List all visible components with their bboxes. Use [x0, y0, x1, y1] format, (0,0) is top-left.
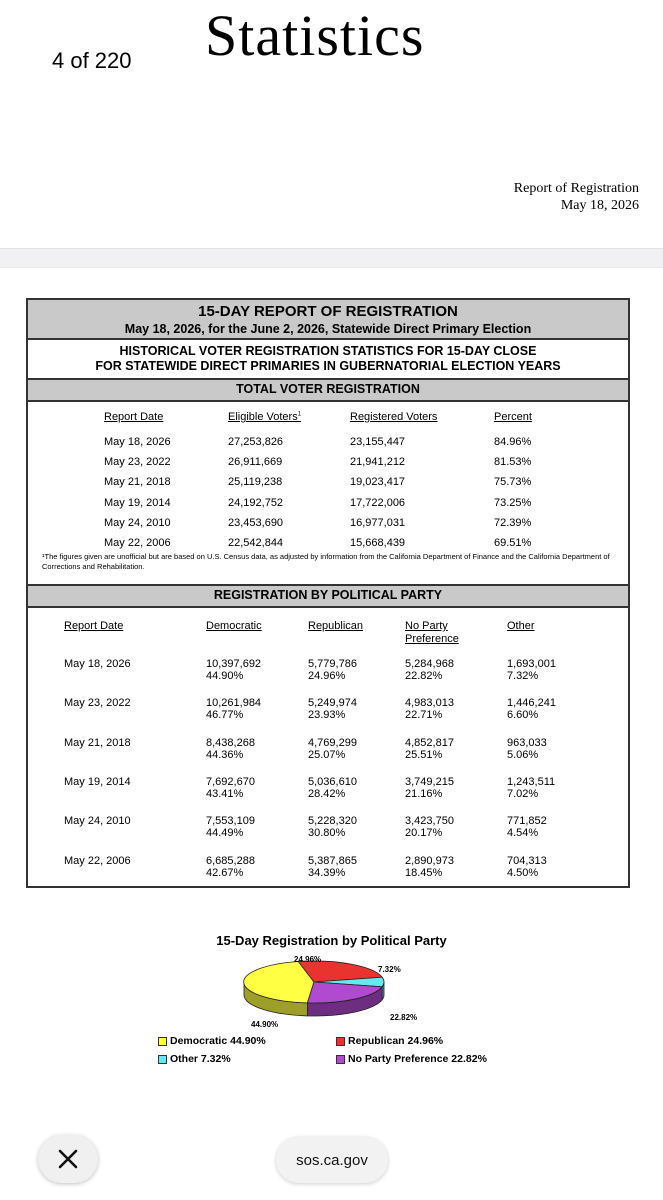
party-cell: May 22, 2006	[64, 854, 131, 867]
page-title: Statistics	[205, 3, 425, 68]
total-col-header: Registered Voters	[350, 411, 438, 423]
total-cell: May 19, 2014	[104, 496, 171, 509]
report-title-block	[28, 300, 628, 340]
party-cell: 5,036,610	[308, 775, 357, 788]
page-counter: 4 of 220	[52, 48, 132, 73]
legend-swatch	[336, 1037, 345, 1046]
party-cell: 8,438,268	[206, 736, 255, 749]
total-cell: 69.51%	[494, 537, 532, 549]
party-cell: 4,852,817	[405, 736, 454, 749]
party-cell: 5,387,865	[308, 854, 357, 867]
total-cell: 24,192,752	[228, 496, 284, 509]
report-subtitle: May 18, 2026, for the June 2, 2026, Statewide Direct Primary Election	[124, 322, 532, 336]
report-header	[514, 180, 639, 214]
party-cell: 1,693,001	[507, 658, 556, 670]
total-cell: 27,253,826	[228, 436, 284, 448]
party-cell: 704,313	[507, 854, 547, 867]
close-icon	[57, 1148, 79, 1170]
total-cell: May 21, 2018	[104, 476, 171, 489]
total-cell: 17,722,006	[350, 496, 406, 509]
party-cell-pct: 44.90%	[206, 670, 244, 682]
total-cell: 26,911,669	[228, 456, 283, 469]
report-name: Report of Registration	[513, 181, 639, 196]
pie-label: 24.96%	[294, 955, 322, 964]
party-cell: 3,423,750	[405, 815, 454, 828]
historical-line-2: FOR STATEWIDE DIRECT PRIMARIES IN GUBERNATORIAL ELECTION YEARS	[95, 359, 561, 373]
report-title: 15-DAY REPORT OF REGISTRATION	[198, 303, 458, 320]
total-registration-heading: TOTAL VOTER REGISTRATION	[28, 380, 628, 402]
party-col-header: Preference	[405, 633, 459, 645]
party-cell-pct: 44.36%	[206, 748, 244, 761]
total-cell: 15,668,439	[350, 537, 406, 549]
party-cell: 10,261,984	[206, 697, 262, 710]
party-col-header: Report Date	[64, 620, 124, 632]
total-cell: May 24, 2010	[104, 516, 171, 529]
total-col-header: Eligible Voters$^1$	[228, 411, 302, 423]
total-cell: 81.53%	[494, 456, 532, 469]
party-cell: May 21, 2018	[64, 736, 131, 749]
total-cell: 25,119,238	[228, 476, 283, 489]
total-cell: May 23, 2022	[104, 456, 171, 469]
party-col-header: No Party	[405, 620, 448, 632]
footnote: ¹The figures given are unofficial but are based on U.S. Census data, as adjusted by information from the California Department of Finance and the California Department of Corrections and Rehabilitation.	[42, 552, 610, 571]
party-cell-pct: 20.17%	[405, 827, 443, 840]
total-cell: 75.73%	[494, 476, 532, 489]
party-cell-pct: 21.16%	[405, 787, 443, 800]
legend-swatch	[336, 1055, 345, 1064]
total-col-header: Percent	[494, 411, 532, 423]
party-cell: May 18, 2026	[64, 658, 131, 670]
party-cell-pct: 6.60%	[507, 709, 539, 722]
party-cell: 7,692,670	[206, 775, 255, 788]
party-section	[28, 584, 628, 608]
total-cell: 19,023,417	[350, 476, 406, 489]
party-cell-pct: 25.07%	[308, 748, 346, 761]
party-registration-heading: REGISTRATION BY POLITICAL PARTY	[28, 586, 628, 608]
legend-label: No Party Preference 22.82%	[348, 1053, 487, 1065]
url-bar[interactable]: sos.ca.gov	[276, 1137, 388, 1183]
legend-label: Democratic 44.90%	[170, 1035, 266, 1047]
party-cell-pct: 44.49%	[206, 827, 244, 840]
party-cell-pct: 43.41%	[206, 787, 244, 800]
party-cell-pct: 34.39%	[308, 866, 346, 879]
party-cell: 5,284,968	[405, 658, 454, 670]
party-cell-pct: 5.06%	[507, 748, 539, 761]
party-cell: 771,852	[507, 815, 547, 828]
party-cell-pct: 7.02%	[507, 787, 539, 800]
legend-label: Other 7.32%	[170, 1053, 231, 1065]
party-col-header: Other	[507, 620, 535, 632]
party-cell-pct: 4.50%	[507, 866, 539, 879]
legend-swatch	[158, 1037, 167, 1046]
party-cell: May 19, 2014	[64, 775, 131, 788]
historical-line-1: HISTORICAL VOTER REGISTRATION STATISTICS FOR 15-DAY CLOSE	[119, 344, 537, 358]
party-cell: 3,749,215	[405, 775, 454, 788]
party-cell: 7,553,109	[206, 815, 255, 828]
total-cell: May 18, 2026	[104, 436, 171, 448]
pie-label: 22.82%	[390, 1013, 418, 1022]
pie-label: 44.90%	[251, 1020, 279, 1029]
total-cell: 84.96%	[494, 436, 532, 448]
party-cell: 4,769,299	[308, 736, 357, 749]
report-date: May 18, 2026	[560, 198, 639, 213]
total-cell: 23,155,447	[350, 436, 406, 448]
legend-item	[158, 1053, 231, 1065]
legend-item	[336, 1053, 487, 1065]
registration-report	[26, 298, 630, 888]
total-cell: 21,941,212	[350, 456, 406, 469]
party-col-header: Republican	[308, 620, 364, 632]
party-cell-pct: 24.96%	[308, 670, 346, 682]
legend-item	[336, 1035, 443, 1047]
chart-title: 15-Day Registration by Political Party	[216, 933, 447, 948]
total-cell: 73.25%	[494, 496, 532, 509]
legend-item	[158, 1035, 266, 1047]
footnote-mark: 1	[297, 411, 302, 418]
page-separator	[0, 248, 663, 268]
party-cell-pct: 7.32%	[507, 670, 539, 682]
party-cell-pct: 23.93%	[308, 709, 346, 722]
party-cell-pct: 22.82%	[405, 670, 443, 682]
total-cell: 22,542,844	[228, 537, 284, 549]
legend-label: Republican 24.96%	[348, 1035, 444, 1047]
total-cell: 72.39%	[494, 516, 532, 529]
party-cell-pct: 46.77%	[206, 709, 244, 722]
party-cell: 10,397,692	[206, 658, 262, 670]
party-cell-pct: 28.42%	[308, 787, 346, 800]
pie-label: 7.32%	[378, 965, 401, 974]
party-col-header: Democratic	[206, 620, 262, 632]
party-cell: 2,890,973	[405, 854, 454, 867]
party-cell-pct: 30.80%	[308, 827, 346, 840]
party-cell: 5,249,974	[308, 697, 357, 710]
party-cell: 5,779,786	[308, 658, 357, 670]
total-cell: 23,453,690	[228, 516, 284, 529]
party-cell-pct: 42.67%	[206, 866, 244, 879]
party-cell: 4,983,013	[405, 697, 454, 710]
party-cell: 963,033	[507, 736, 547, 749]
party-cell-pct: 25.51%	[405, 748, 443, 761]
party-cell: 1,243,511	[507, 775, 556, 788]
party-cell-pct: 18.45%	[405, 866, 443, 879]
total-col-header: Report Date	[104, 411, 164, 423]
party-cell: 6,685,288	[206, 854, 255, 867]
party-cell: May 24, 2010	[64, 815, 131, 828]
party-cell-pct: 4.54%	[507, 827, 539, 840]
total-cell: 16,977,031	[350, 516, 406, 529]
party-cell: May 23, 2022	[64, 697, 131, 710]
close-button[interactable]	[38, 1135, 98, 1183]
historical-heading	[28, 340, 628, 380]
legend-swatch	[158, 1055, 167, 1064]
party-cell: 1,446,241	[507, 697, 556, 710]
party-cell-pct: 22.71%	[405, 709, 443, 722]
party-cell: 5,228,320	[308, 815, 357, 828]
total-cell: May 22, 2006	[104, 537, 171, 549]
